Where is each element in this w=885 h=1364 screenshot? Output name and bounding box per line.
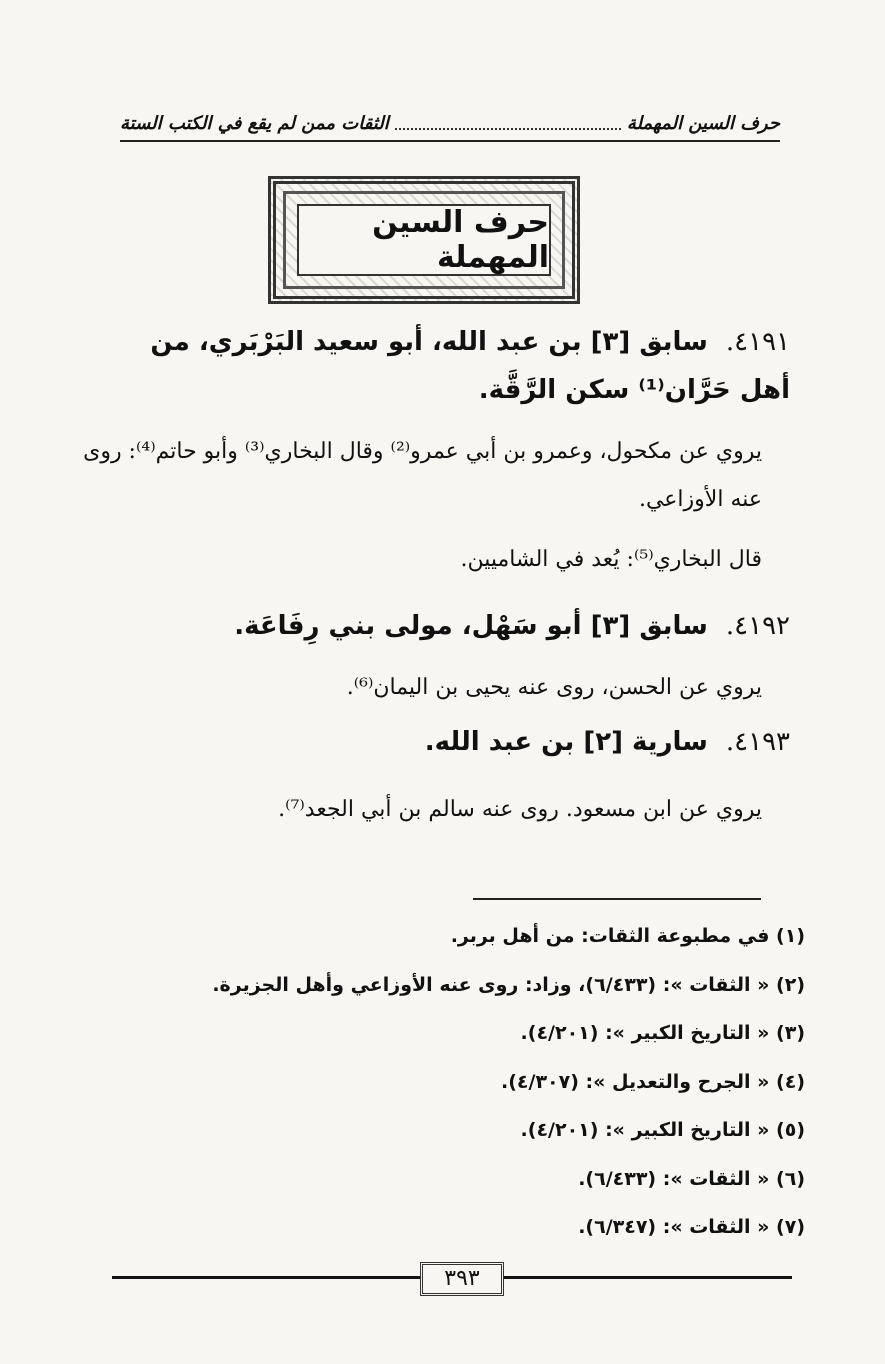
entry-number: ٤١٩٣. (725, 727, 790, 757)
chapter-title: حرف السين المهملة (372, 205, 549, 275)
footnote-item: (٣) « التاريخ الكبير »: (٤/٢٠١). (520, 1022, 805, 1044)
entry-body-4191: يروي عن مكحول، وعمرو بن أبي عمرو⁽²⁾ وقال البخاري⁽³⁾ وأبو حاتم⁽⁴⁾: روى عنه الأوزاعي. (83, 439, 762, 512)
chapter-title-panel (297, 204, 551, 276)
footnote-item: (٢) « الثقات »: (٦/٤٣٣)، وزاد: روى عنه الأوزاعي وأهل الجزيرة. (212, 973, 805, 996)
entry-heading-4192 (100, 602, 790, 650)
chapter-title-frame (268, 176, 580, 304)
footnote-item: (٥) « التاريخ الكبير »: (٤/٢٠١). (520, 1119, 805, 1141)
entry-heading-text: سارية [٢] بن عبد الله. (424, 727, 708, 757)
footnote-separator (473, 898, 761, 900)
entry-body-4193: يروي عن ابن مسعود. روى عنه سالم بن أبي الجعد⁽⁷⁾. (278, 797, 762, 822)
footnote-item: (٧) « الثقات »: (٦/٣٤٧). (578, 1216, 805, 1238)
entry-body2-4191: قال البخاري⁽⁵⁾: يُعد في الشاميين. (460, 547, 762, 572)
entry-number: ٤١٩١. (725, 327, 790, 357)
header-book-title: الثقات ممن لم يقع في الكتب الستة (120, 112, 389, 134)
page-footer (112, 1262, 792, 1302)
entry-heading-text: سابق [٣] بن عبد الله، أبو سعيد البَرْبَري، من أهل حَرَّان⁽¹⁾ سكن الرَّقَّة. (150, 327, 790, 405)
footnote-item: (٤) « الجرح والتعديل »: (٤/٣٠٧). (501, 1070, 805, 1093)
header-chapter: حرف السين المهملة (626, 112, 780, 134)
entry-heading-text: سابق [٣] أبو سَهْل، مولى بني رِفَاعَة. (234, 611, 708, 641)
page-number: ٣٩٣ (420, 1262, 504, 1296)
entry-heading-4193 (100, 718, 790, 766)
footnote-item: (١) في مطبوعة الثقات: من أهل بربر. (450, 925, 805, 947)
footnote-item: (٦) « الثقات »: (٦/٤٣٣). (578, 1167, 805, 1190)
running-header (120, 106, 780, 142)
entry-heading-4191 (100, 318, 790, 414)
entry-body-4192: يروي عن الحسن، روى عنه يحيى بن اليمان⁽⁶⁾. (346, 675, 762, 700)
entry-number: ٤١٩٢. (725, 611, 790, 641)
footnotes (105, 912, 805, 1252)
header-dots (395, 116, 621, 130)
